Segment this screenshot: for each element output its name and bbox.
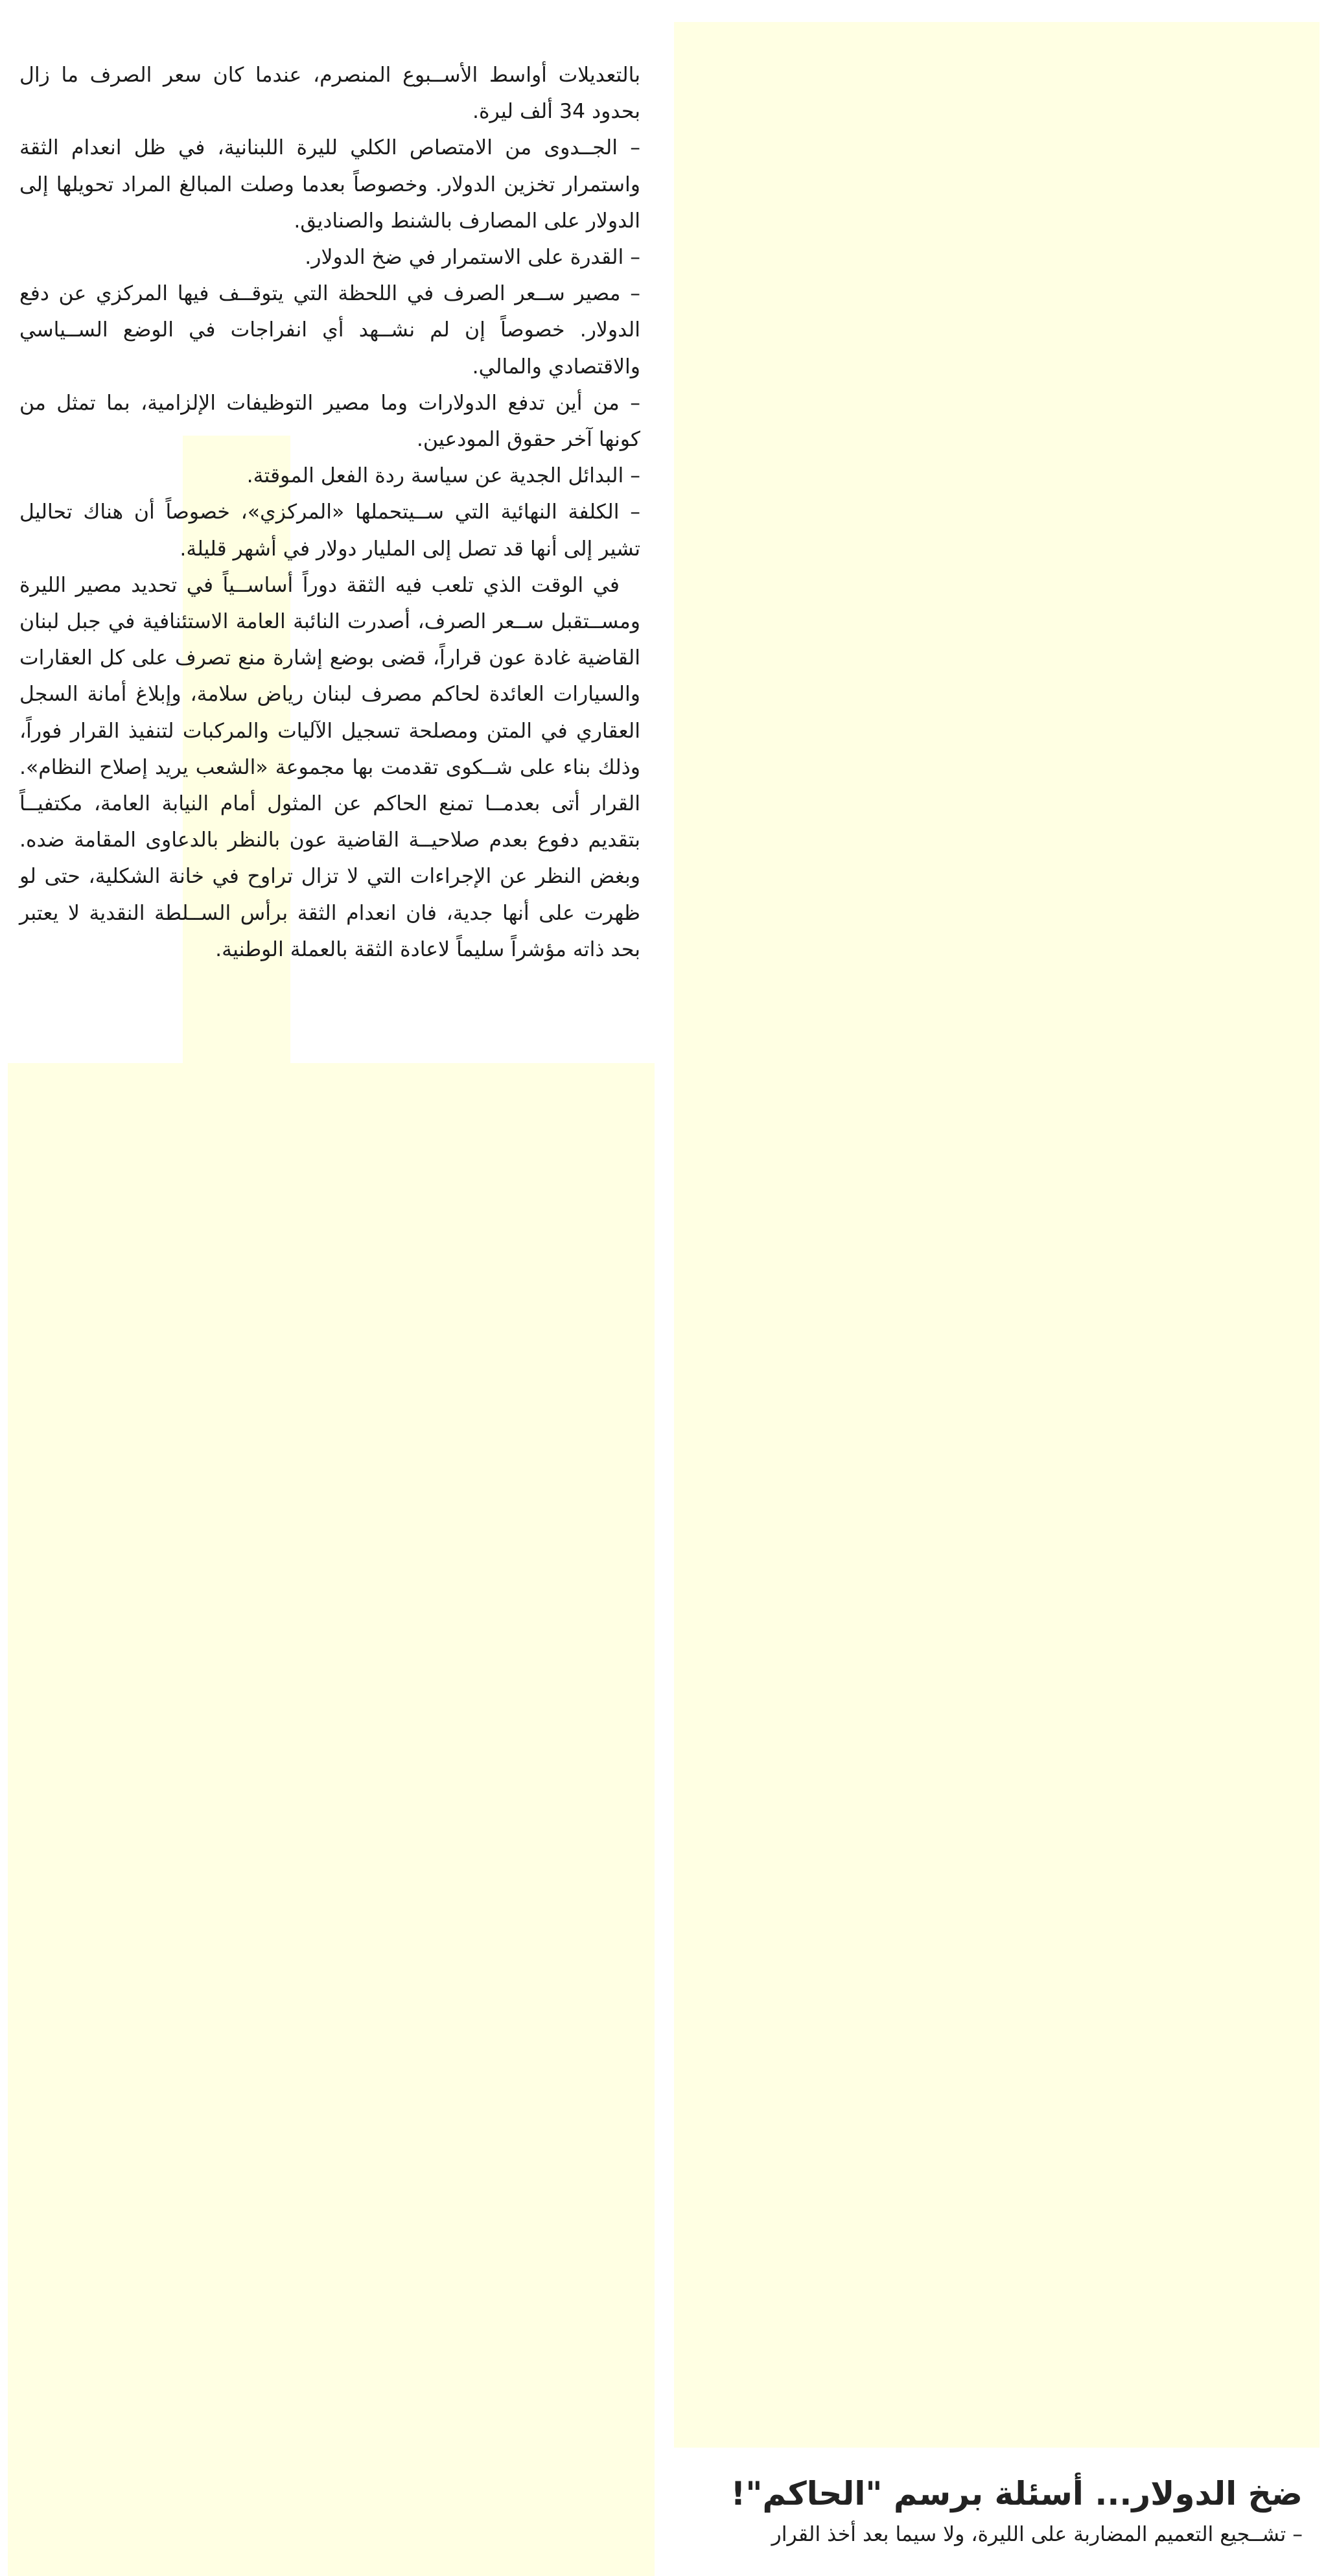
- article-bullet-1: – الجــدوى من الامتصاص الكلي لليرة اللبنانية، في ظل انعدام الثقة واستمرار تخزين الدولار. وخصوصاً بعدما وصلت المبالغ المراد تحويلها إلى الدولار على المصارف بالشنط والصناديق.: [19, 136, 640, 233]
- highlight-panel-right: [674, 22, 1320, 2448]
- article-bullet-3: – مصير ســعر الصرف في اللحظة التي يتوقــف فيها المركزي عن دفع الدولار. خصوصاً إن لم نشــهد أي انفراجات في الوضع الســياسي والاقتصادي والمالي.: [19, 282, 640, 379]
- highlight-panel-bottom-left: [8, 1063, 655, 2576]
- article-lead: – تشــجيع التعميم المضاربة على الليرة، ولا سيما بعد أخذ القرار: [771, 2523, 1303, 2546]
- next-article: [674, 2471, 1303, 2553]
- article-paragraph-1: بالتعديلات أواسط الأســبوع المنصرم، عندما كان سعر الصرف ما زال بحدود 34 ألف ليرة.: [19, 64, 640, 124]
- article-closing-paragraph: في الوقت الذي تلعب فيه الثقة دوراً أساســياً في تحديد مصير الليرة ومســتقبل ســعر الصرف، أصدرت النائبة العامة الاستئنافية في جبل لبنان القاضية غادة عون قراراً، قضى بوضع إشارة منع تصرف على كل العقارات والسيارات العائدة لحاكم مصرف لبنان رياض سلامة، وإبلاغ أمانة السجل العقاري في المتن ومصلحة تسجيل الآليات والمركبات لتنفيذ القرار فوراً، وذلك بناء على شــكوى تقدمت بها مجموعة «الشعب يريد إصلاح النظام». القرار أتى بعدمــا تمنع الحاكم عن المثول أمام النيابة العامة، مكتفيــاً بتقديم دفوع بعدم صلاحيــة القاضية عون بالنظر بالدعاوى المقامة ضده. وبغض النظر عن الإجراءات التي لا تزال تراوح في خانة الشكلية، حتى لو ظهرت على أنها جدية، فان انعدام الثقة برأس الســلطة النقدية لا يعتبر بحد ذاته مؤشراً سليماً لاعادة الثقة بالعملة الوطنية.: [19, 573, 640, 961]
- article-body: [19, 57, 640, 968]
- article-headline: ضخ الدولار... أسئلة برسم "الحاكم"!: [730, 2475, 1303, 2512]
- article-bullet-4: – من أين تدفع الدولارات وما مصير التوظيفات الإلزامية، بما تمثل من كونها آخر حقوق المودعين.: [19, 391, 640, 452]
- article-bullet-5: – البدائل الجدية عن سياسة ردة الفعل الموقتة.: [246, 464, 640, 488]
- article-bullet-2: – القدرة على الاستمرار في ضخ الدولار.: [305, 246, 640, 270]
- article-bullet-6: – الكلفة النهائية التي ســيتحملها «المركزي»، خصوصاً أن هناك تحاليل تشير إلى أنها قد تصل إلى المليار دولار في أشهر قليلة.: [19, 500, 640, 561]
